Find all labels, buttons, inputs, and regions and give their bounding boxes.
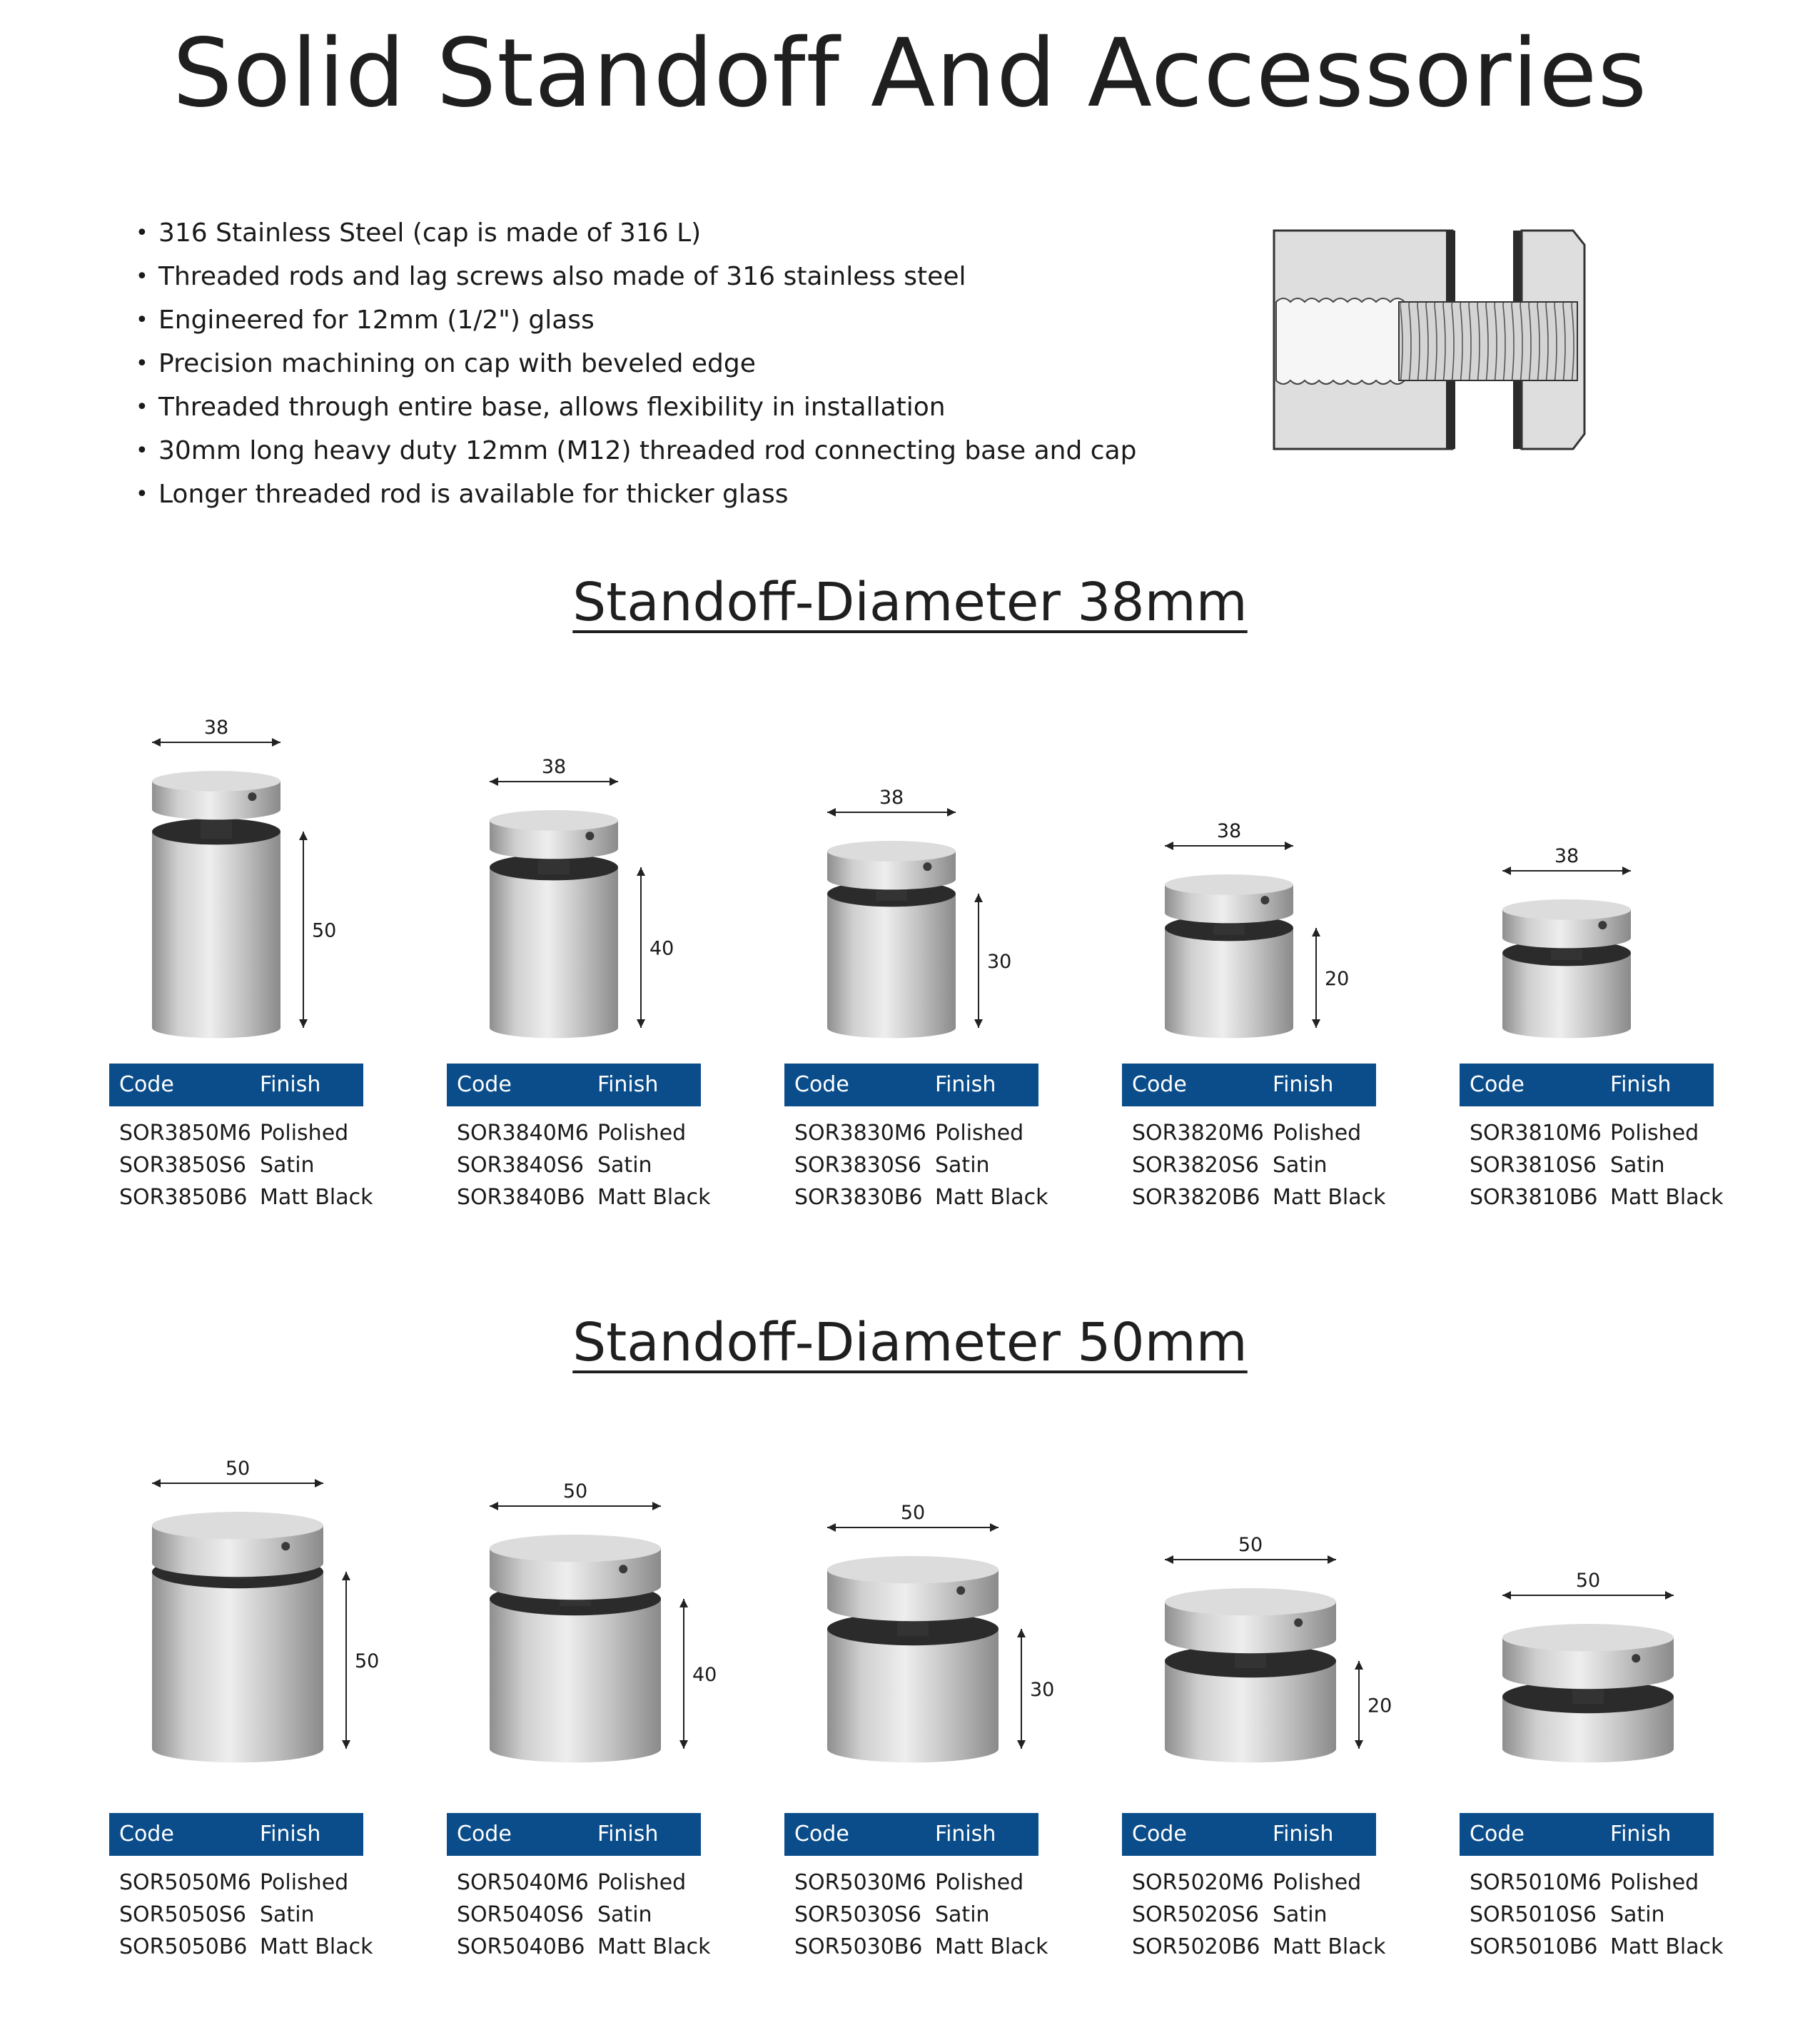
cap-top: [1502, 899, 1631, 920]
section-title-38mm: Standoff-Diameter 38mm: [572, 572, 1248, 633]
cap-top: [490, 1535, 661, 1562]
section-title-50mm: Standoff-Diameter 50mm: [572, 1312, 1248, 1373]
finish-column-header: Finish: [260, 1822, 321, 1847]
table-row: [109, 1902, 363, 1934]
spec-table-header: [784, 1064, 1038, 1106]
table-row: [784, 1153, 1038, 1185]
table-row: [1460, 1185, 1724, 1217]
product-code: SOR5040M6: [457, 1870, 589, 1895]
product-code: SOR5050S6: [119, 1902, 246, 1927]
standoff-base: [490, 1599, 661, 1762]
table-row: [109, 1870, 363, 1902]
product-code: SOR3850M6: [119, 1121, 251, 1146]
product-finish: Matt Black: [597, 1185, 711, 1210]
table-row: [1122, 1121, 1376, 1153]
product-card: [1122, 707, 1386, 1221]
bullet-icon: •: [136, 221, 148, 246]
product-code: SOR3850S6: [119, 1153, 246, 1178]
product-finish: Satin: [260, 1153, 315, 1178]
set-screw-hole: [281, 1542, 290, 1550]
cap-top: [827, 1556, 999, 1583]
product-finish: Matt Black: [260, 1934, 373, 1959]
standoff-base: [1165, 928, 1293, 1038]
standoff-base: [827, 1629, 999, 1762]
spec-table-header: [109, 1064, 363, 1106]
product-card: [1460, 1456, 1724, 1970]
spec-table-header: [1460, 1813, 1714, 1856]
feature-item: • Threaded rods and lag screws also made of 316 stainless steel: [136, 255, 1136, 298]
spec-table: [447, 1870, 711, 1966]
product-finish: Polished: [1273, 1121, 1362, 1146]
feature-item: • 30mm long heavy duty 12mm (M12) threaded rod connecting base and cap: [136, 429, 1136, 473]
set-screw-hole: [248, 792, 256, 801]
product-finish: Matt Black: [1273, 1185, 1386, 1210]
table-row: [109, 1185, 373, 1217]
spec-table-header: [1122, 1813, 1376, 1856]
code-column-header: Code: [794, 1072, 849, 1097]
feature-item: • Engineered for 12mm (1/2") glass: [136, 298, 1136, 342]
cap-top: [1165, 1588, 1336, 1615]
finish-column-header: Finish: [1273, 1072, 1334, 1097]
product-code: SOR3830M6: [794, 1121, 926, 1146]
height-label: 50: [312, 919, 337, 942]
product-finish: Satin: [1273, 1902, 1328, 1927]
product-finish: Satin: [597, 1153, 652, 1178]
standoff-image: [1460, 707, 1714, 1056]
threaded-rod: [538, 860, 570, 874]
product-finish: Satin: [1273, 1153, 1328, 1178]
product-code: SOR5030S6: [794, 1902, 921, 1927]
product-finish: Polished: [1610, 1121, 1699, 1146]
code-column-header: Code: [794, 1822, 849, 1847]
standoff-base: [490, 867, 618, 1038]
feature-item: • 316 Stainless Steel (cap is made of 316 L): [136, 211, 1136, 255]
product-code: SOR5040B6: [457, 1934, 585, 1959]
product-finish: Matt Black: [597, 1934, 711, 1959]
product-code: SOR5010B6: [1470, 1934, 1598, 1959]
product-code: SOR5010M6: [1470, 1870, 1602, 1895]
height-label: 40: [649, 937, 674, 960]
diameter-label: 38: [879, 787, 904, 809]
spec-table: [109, 1121, 373, 1217]
code-column-header: Code: [119, 1822, 174, 1847]
finish-column-header: Finish: [935, 1072, 996, 1097]
table-row: [1460, 1870, 1714, 1902]
product-finish: Matt Black: [1273, 1934, 1386, 1959]
finish-column-header: Finish: [597, 1822, 659, 1847]
height-label: 30: [1030, 1679, 1055, 1701]
finish-column-header: Finish: [1610, 1822, 1672, 1847]
product-card: [109, 707, 373, 1221]
cap-top: [490, 810, 618, 831]
table-row: [109, 1934, 373, 1966]
page-title: Solid Standoff And Accessories: [172, 19, 1648, 128]
product-card: [447, 1456, 717, 1970]
product-code: SOR3850B6: [119, 1185, 248, 1210]
product-finish: Matt Black: [1610, 1185, 1724, 1210]
product-finish: Satin: [1610, 1153, 1665, 1178]
code-column-header: Code: [1132, 1072, 1187, 1097]
table-row: [447, 1902, 701, 1934]
product-finish: Satin: [935, 1902, 990, 1927]
standoff-image: [447, 1456, 717, 1813]
spec-table: [109, 1870, 373, 1966]
table-row: [1460, 1121, 1714, 1153]
diameter-label: 38: [541, 756, 567, 778]
table-row: [784, 1902, 1038, 1934]
finish-column-header: Finish: [597, 1072, 659, 1097]
table-row: [1122, 1902, 1376, 1934]
cap-top: [152, 1512, 323, 1539]
bullet-icon: •: [136, 482, 148, 507]
product-finish: Polished: [597, 1870, 687, 1895]
product-code: SOR3830S6: [794, 1153, 921, 1178]
product-card: [447, 707, 711, 1221]
product-code: SOR3840B6: [457, 1185, 585, 1210]
standoff-base: [152, 1572, 323, 1762]
product-code: SOR3820B6: [1132, 1185, 1260, 1210]
table-row: [1460, 1902, 1714, 1934]
set-screw-hole: [1598, 921, 1607, 929]
threaded-rod: [1551, 949, 1582, 960]
feature-item: • Precision machining on cap with beveled edge: [136, 342, 1136, 385]
product-finish: Polished: [935, 1870, 1024, 1895]
product-finish: Matt Black: [1610, 1934, 1724, 1959]
cap-top: [152, 771, 280, 792]
product-code: SOR3810M6: [1470, 1121, 1602, 1146]
product-finish: Polished: [935, 1121, 1024, 1146]
product-finish: Polished: [1273, 1870, 1362, 1895]
product-finish: Matt Black: [935, 1934, 1048, 1959]
standoff-base: [827, 894, 956, 1038]
set-screw-hole: [1632, 1654, 1640, 1662]
table-row: [447, 1185, 711, 1217]
table-row: [447, 1153, 701, 1185]
product-code: SOR3830B6: [794, 1185, 923, 1210]
cap-top: [1502, 1624, 1674, 1651]
height-label: 30: [987, 951, 1012, 973]
table-row: [1122, 1870, 1376, 1902]
standoff-image: [109, 1456, 380, 1813]
standoff-image: [1460, 1456, 1714, 1813]
product-finish: Satin: [1610, 1902, 1665, 1927]
product-code: SOR5020B6: [1132, 1934, 1260, 1959]
set-screw-hole: [619, 1565, 627, 1573]
feature-list: [136, 211, 1136, 516]
table-row: [109, 1121, 363, 1153]
diameter-label: 50: [900, 1502, 926, 1524]
standoff-image: [109, 707, 363, 1056]
spec-table-header: [784, 1813, 1038, 1856]
feature-item: • Longer threaded rod is available for thicker glass: [136, 473, 1136, 516]
spec-table-header: [447, 1064, 701, 1106]
code-column-header: Code: [1132, 1822, 1187, 1847]
diameter-label: 38: [203, 717, 229, 739]
height-label: 40: [692, 1664, 717, 1686]
spec-table: [1122, 1121, 1386, 1217]
spec-table: [1122, 1870, 1386, 1966]
code-column-header: Code: [457, 1072, 512, 1097]
product-card: [784, 1456, 1055, 1970]
table-row: [784, 1870, 1038, 1902]
spec-table: [1460, 1121, 1724, 1217]
diameter-label: 38: [1216, 820, 1242, 842]
finish-column-header: Finish: [1610, 1072, 1672, 1097]
finish-column-header: Finish: [1273, 1822, 1334, 1847]
product-code: SOR5020M6: [1132, 1870, 1264, 1895]
product-code: SOR5050B6: [119, 1934, 248, 1959]
standoff-image: [447, 707, 701, 1056]
height-label: 20: [1367, 1695, 1392, 1717]
spec-table: [1460, 1870, 1724, 1966]
table-row: [784, 1185, 1048, 1217]
feature-item: • Threaded through entire base, allows flexibility in installation: [136, 385, 1136, 429]
spec-table-header: [1122, 1064, 1376, 1106]
product-card: [1460, 707, 1724, 1221]
table-row: [1122, 1185, 1386, 1217]
table-row: [1460, 1934, 1724, 1966]
standoff-image: [784, 1456, 1055, 1813]
table-row: [447, 1934, 711, 1966]
code-column-header: Code: [119, 1072, 174, 1097]
product-finish: Matt Black: [935, 1185, 1048, 1210]
product-finish: Satin: [597, 1902, 652, 1927]
product-finish: Matt Black: [260, 1185, 373, 1210]
set-screw-hole: [956, 1586, 965, 1595]
spec-table-header: [447, 1813, 701, 1856]
product-code: SOR5030B6: [794, 1934, 923, 1959]
product-code: SOR5020S6: [1132, 1902, 1259, 1927]
bullet-icon: •: [136, 395, 148, 420]
cap-top: [1165, 874, 1293, 895]
table-row: [109, 1153, 363, 1185]
product-finish: Polished: [260, 1121, 349, 1146]
finish-column-header: Finish: [935, 1822, 996, 1847]
set-screw-hole: [1260, 896, 1269, 904]
cross-section-diagram: [1270, 227, 1592, 455]
product-code: SOR5010S6: [1470, 1902, 1597, 1927]
diameter-label: 50: [1238, 1534, 1263, 1556]
table-row: [1122, 1934, 1386, 1966]
height-label: 20: [1325, 968, 1350, 990]
product-code: SOR3820M6: [1132, 1121, 1264, 1146]
set-screw-hole: [1294, 1618, 1303, 1627]
product-finish: Polished: [260, 1870, 349, 1895]
product-finish: Polished: [597, 1121, 687, 1146]
spec-table: [784, 1870, 1048, 1966]
product-code: SOR5030M6: [794, 1870, 926, 1895]
product-code: SOR3810B6: [1470, 1185, 1598, 1210]
spec-table: [447, 1121, 711, 1217]
finish-column-header: Finish: [260, 1072, 321, 1097]
product-code: SOR3840M6: [457, 1121, 589, 1146]
product-finish: Satin: [260, 1902, 315, 1927]
spec-table-header: [109, 1813, 363, 1856]
product-card: [1122, 1456, 1392, 1970]
product-code: SOR3840S6: [457, 1153, 584, 1178]
threaded-rod: [1213, 924, 1245, 935]
diameter-label: 50: [1575, 1570, 1601, 1592]
bullet-icon: •: [136, 351, 148, 376]
diameter-label: 50: [225, 1458, 251, 1480]
set-screw-hole: [585, 832, 594, 840]
product-card: [109, 1456, 380, 1970]
bullet-icon: •: [136, 264, 148, 289]
product-card: [784, 707, 1048, 1221]
threaded-rod: [876, 891, 907, 901]
table-row: [784, 1934, 1048, 1966]
product-code: SOR3810S6: [1470, 1153, 1597, 1178]
diameter-label: 38: [1554, 845, 1579, 867]
table-row: [784, 1121, 1038, 1153]
code-column-header: Code: [1470, 1822, 1525, 1847]
product-code: SOR5040S6: [457, 1902, 584, 1927]
bullet-icon: •: [136, 438, 148, 463]
table-row: [1460, 1153, 1714, 1185]
product-finish: Polished: [1610, 1870, 1699, 1895]
standoff-image: [1122, 1456, 1392, 1813]
bullet-icon: •: [136, 308, 148, 333]
standoff-image: [784, 707, 1038, 1056]
table-row: [1122, 1153, 1376, 1185]
standoff-image: [1122, 707, 1376, 1056]
diameter-label: 50: [562, 1480, 588, 1503]
spec-table: [784, 1121, 1048, 1217]
threaded-rod: [201, 821, 232, 839]
set-screw-hole: [923, 862, 931, 871]
product-finish: Satin: [935, 1153, 990, 1178]
code-column-header: Code: [1470, 1072, 1525, 1097]
table-row: [447, 1121, 701, 1153]
table-row: [447, 1870, 701, 1902]
cap-top: [827, 841, 956, 862]
product-code: SOR3820S6: [1132, 1153, 1259, 1178]
code-column-header: Code: [457, 1822, 512, 1847]
height-label: 50: [355, 1650, 380, 1672]
product-code: SOR5050M6: [119, 1870, 251, 1895]
standoff-base: [152, 832, 280, 1038]
spec-table-header: [1460, 1064, 1714, 1106]
